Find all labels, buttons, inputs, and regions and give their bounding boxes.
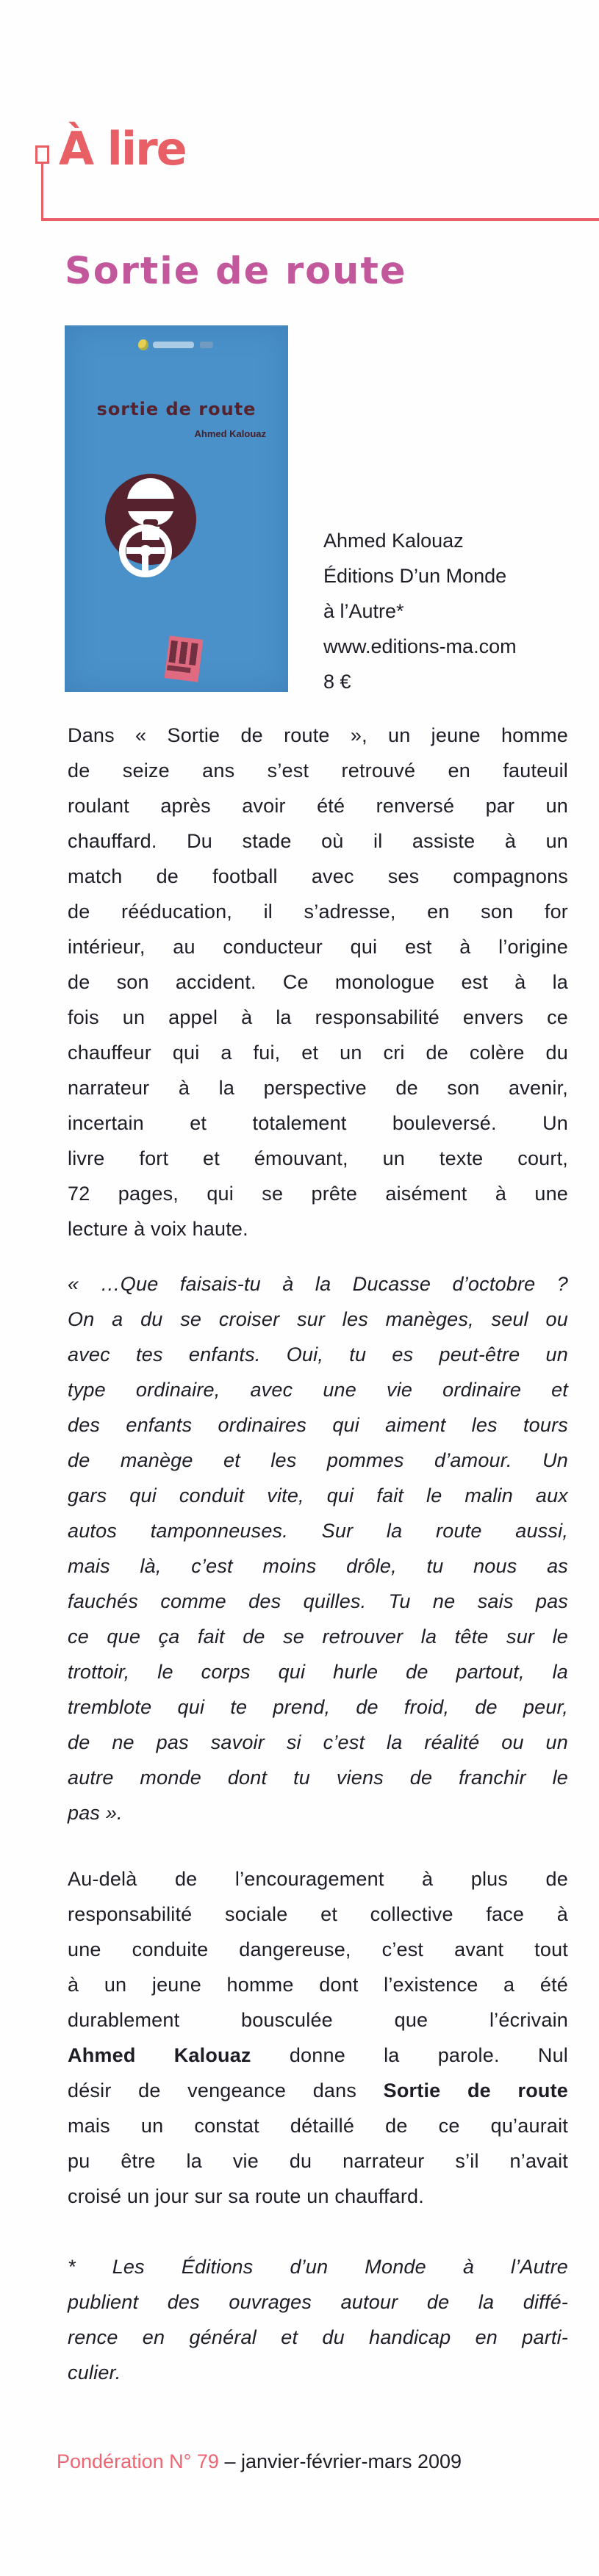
book-meta-line: à l’Autre* (323, 600, 404, 622)
paragraph-quote (68, 1266, 568, 1830)
paragraph-review (68, 718, 568, 1246)
text-line: de seize ans s’est retrouvé en fauteuil (68, 760, 568, 782)
text-line: désir de vengeance dans Sortie de route (68, 2079, 568, 2101)
text-line: une conduite dangereuse, c’est avant tout (68, 1938, 568, 1960)
text-line: chauffard. Du stade où il assiste à un (68, 830, 568, 852)
issue-date: – janvier-février-mars 2009 (218, 2450, 462, 2472)
text-line: fauchés comme des quilles. Tu ne sais pas (68, 1590, 568, 1612)
text-line: type ordinaire, avec une vie ordinaire et (68, 1379, 568, 1401)
text-line: publient des ouvrages autour de la diffé- (68, 2291, 568, 2313)
logo-flower-icon (138, 339, 148, 350)
article-title: Sortie de route (65, 250, 407, 293)
text-line: * Les Éditions d’un Monde à l’Autre (68, 2256, 568, 2278)
text-line: chauffeur qui a fui, et un cri de colère du (68, 1042, 568, 1064)
text-line: 72 pages, qui se prête aisément à une (68, 1183, 568, 1205)
text-line: fois un appel à la responsabilité envers ce (68, 1006, 568, 1028)
text-line: rence en général et du handicap en parti- (68, 2326, 568, 2348)
steering-wheel-icon (119, 524, 172, 577)
text-line: lecture à voix haute. (68, 1218, 248, 1240)
text-line: autos tamponneuses. Sur la route aussi, (68, 1520, 568, 1542)
section-bullet-square (35, 145, 49, 164)
text-line: à un jeune homme dont l’existence a été (68, 1974, 568, 1996)
book-meta (323, 523, 517, 699)
text-line: roulant après avoir été renversé par un (68, 795, 568, 817)
text-line: autre monde dont tu viens de franchir le (68, 1767, 568, 1789)
text-line: culier. (68, 2362, 121, 2384)
text-line: mais un constat détaillé de ce qu’aurait (68, 2115, 568, 2137)
text-line: On a du se croiser sur les manèges, seul ou (68, 1308, 568, 1330)
text-line: intérieur, au conducteur qui est à l’origine (68, 936, 568, 958)
text-line: gars qui conduit vite, qui fait le malin aux (68, 1484, 568, 1507)
book-meta-line: Ahmed Kalouaz (323, 530, 464, 552)
text-line: livre fort et émouvant, un texte court, (68, 1147, 568, 1169)
text-line: de son accident. Ce monologue est à la (68, 971, 568, 993)
price-sticker (165, 635, 204, 682)
cover-title: sortie de route (96, 399, 257, 419)
page-footer (57, 2444, 462, 2479)
footnote (68, 2249, 568, 2390)
logo-mark (200, 342, 213, 348)
section-rule-vertical (41, 163, 43, 220)
sticker-print (168, 641, 198, 665)
text-line: narrateur à la perspective de son avenir, (68, 1077, 568, 1099)
text-line: tremblote qui te prend, de froid, de peur, (68, 1696, 568, 1718)
text-line: mais là, c’est moins drôle, tu nous as (68, 1555, 568, 1577)
book-meta-line: 8 € (323, 671, 351, 693)
text-line: des enfants ordinaires qui aiment les tours (68, 1414, 568, 1436)
text-line: avec tes enfants. Oui, tu es peut-être un (68, 1343, 568, 1365)
text-line: durablement bousculée que l’écrivain (68, 2009, 568, 2031)
publisher-logo-icon (138, 339, 226, 352)
text-line: match de football avec ses compagnons (68, 865, 568, 887)
text-line: pu être la vie du narrateur s’il n’avait (68, 2150, 568, 2172)
text-line: de manège et les pommes d’amour. Un (68, 1449, 568, 1471)
text-line: incertain et totalement bouleversé. Un (68, 1112, 568, 1134)
text-line: responsabilité sociale et collective face à (68, 1903, 568, 1925)
book-meta-line: Éditions D’un Monde (323, 565, 507, 587)
text-line: trottoir, le corps qui hurle de partout, la (68, 1661, 568, 1683)
logo-wordmark (153, 342, 194, 348)
text-line: ce que ça fait de se retrouver la tête sur le (68, 1626, 568, 1648)
text-line: croisé un jour sur sa route un chauffard. (68, 2185, 424, 2207)
section-rule-horizontal (41, 218, 599, 221)
text-line: pas ». (68, 1802, 123, 1824)
paragraph-commentary (68, 1861, 568, 2214)
cover-author: Ahmed Kalouaz (194, 428, 266, 439)
book-cover (65, 325, 288, 692)
text-line: Dans « Sortie de route », un jeune homme (68, 724, 568, 746)
text-line: « …Que faisais-tu à la Ducasse d’octobre ? (68, 1273, 568, 1295)
text-line: de rééducation, il s’adresse, en son for (68, 901, 568, 923)
journal-name: Pondération N° 79 (57, 2450, 219, 2472)
text-line: de ne pas savoir si c’est la réalité ou un (68, 1731, 568, 1753)
text-line: Au-delà de l’encouragement à plus de (68, 1868, 568, 1890)
wheel-hub (140, 545, 151, 557)
text-line: Ahmed Kalouaz donne la parole. Nul (68, 2044, 568, 2066)
sticker-print (167, 665, 191, 673)
glasses-icon (123, 499, 179, 511)
cover-illustration (105, 474, 196, 565)
book-meta-line: www.editions-ma.com (323, 635, 517, 657)
section-title: À lire (59, 122, 186, 176)
